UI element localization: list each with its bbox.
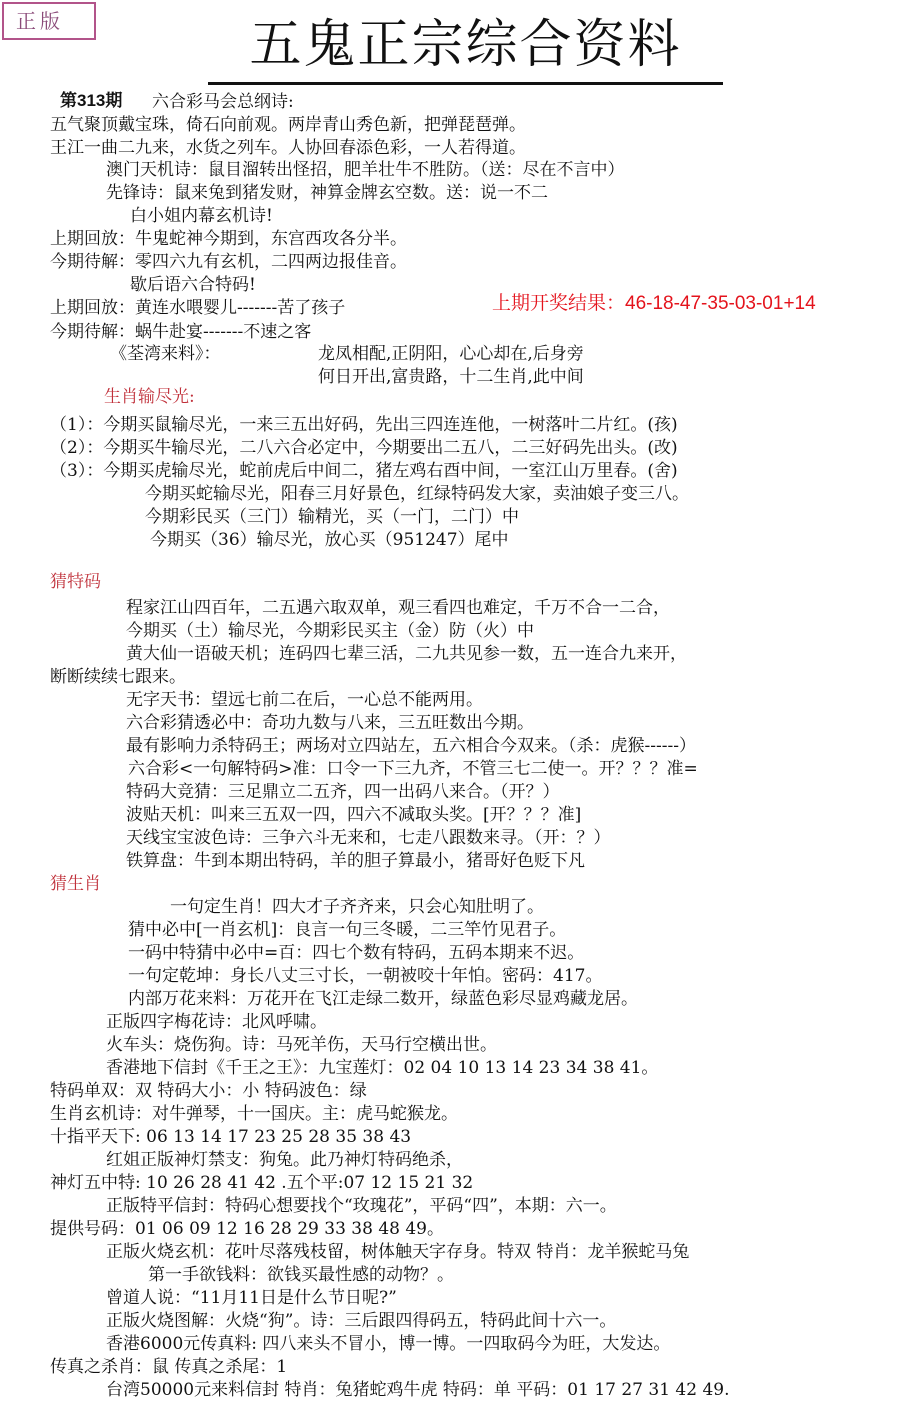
authentic-badge: 正版 [2,2,96,40]
section-heading: 生肖输尽光: [104,387,195,407]
text-line: 歇后语六合特码! [130,275,256,295]
text-line: 今期买蛇输尽光，阳春三月好景色，红绿特码发大家，卖油娘子变三八。 [145,484,689,504]
text-line: 今期买（土）输尽光，今期彩民买主（金）防（火）中 [126,621,534,641]
text-line: 香港地下信封《千王之王》：九宝莲灯：02 04 10 13 14 23 34 38 41。 [106,1058,659,1078]
text-line: 龙凤相配,正阴阳，心心却在,后身旁 [318,344,584,364]
text-line: 无字天书：望远七前二在后，一心总不能两用。 [126,690,483,710]
text-line: 上期回放：黄连水喂婴儿-------苦了孩子 [50,298,346,318]
text-line: 香港6000元传真料: 四八来头不冒小，博一博。一四取码今为旺，大发达。 [106,1334,671,1354]
section-heading: 猜生肖 [50,874,101,894]
text-line: 《荃湾来料》： [110,344,221,364]
text-line: 天线宝宝波色诗：三争六斗无来和，七走八跟数来寻。（开：？） [126,828,611,848]
text-line: 先锋诗：鼠来兔到猪发财，神算金牌玄空数。送：说一不二 [106,183,548,203]
text-line: 白小姐内幕玄机诗! [130,206,273,226]
text-line: 五气聚顶戴宝珠，倚石向前观。两岸青山秀色新，把弹琵琶弹。 [50,115,526,135]
text-line: 澳门天机诗：鼠目溜转出怪招，肥羊壮牛不胜防。（送：尽在不言中） [106,160,625,180]
text-line: 六合彩猜透必中：奇功九数与八来，三五旺数出今期。 [126,713,534,733]
text-line: 提供号码：01 06 09 12 16 28 29 33 38 48 49。 [50,1219,444,1239]
text-line: 台湾50000元来料信封 特肖：兔猪蛇鸡牛虎 特码：单 平码：01 17 27 31 42 49. [106,1380,730,1400]
text-line: 今期买（36）输尽光，放心买（951247）尾中 [150,530,509,550]
text-line: 王江一曲二九来，水货之列车。人协回春添色彩，一人若得道。 [50,138,526,158]
text-line: 正版火烧图解：火烧“狗”。诗：三后跟四得码五，特码此间十六一。 [106,1311,617,1331]
text-line: 生肖玄机诗：对牛弹琴，十一国庆。主：虎马蛇猴龙。 [50,1104,458,1124]
text-line: （1）：今期买鼠输尽光，一来三五出好码，先出三四连连他，一树落叶二片红。(孩) [50,415,678,435]
text-line: 最有影响力杀特码王；两场对立四站左，五六相合今双来。（杀：虎猴------） [126,736,696,756]
text-line: 今期待解：蜗牛赴宴-------不速之客 [50,322,312,342]
text-line: 内部万花来料：万花开在飞江走绿二数开，绿蓝色彩尽显鸡藏龙居。 [128,989,638,1009]
text-line: 一码中特猜中必中=百：四七个数有特码，五码本期来不迟。 [128,943,585,963]
section-heading: 猜特码 [50,572,101,592]
text-line: 今期彩民买（三门）输精光，买（一门，二门）中 [145,507,519,527]
text-line: 红姐正版神灯禁支：狗兔。此乃神灯特码绝杀， [106,1150,463,1170]
text-line: 波贴天机：叫来三五双一四，四六不减取头奖。[开？？？准] [126,805,582,825]
text-line: 程家江山四百年，二五遇六取双单，观三看四也难定，千万不合一二合， [126,598,670,618]
text-line: 正版四字梅花诗：北风呼啸。 [106,1012,327,1032]
text-line: 传真之杀肖：鼠 传真之杀尾：1 [50,1357,288,1377]
text-line: 特码大竞猜：三足鼎立二五齐，四一出码八来合。（开？） [126,782,560,802]
text-line: 第一手欲钱料：欲钱买最性感的动物？。 [148,1265,454,1285]
text-line: 断断续续七跟来。 [50,667,186,687]
issue-number: 第313期 [60,91,123,110]
text-line: 猜中必中[一肖玄机]：良言一句三冬暖，二三竿竹见君子。 [128,920,567,940]
text-line: 神灯五中特: 10 26 28 41 42 .五个平:07 12 15 21 32 [50,1173,474,1193]
text-line: 六合彩<一句解特码>准：口令一下三九齐，不管三七二使一。开？？？准= [128,759,698,779]
text-line: 何日开出,富贵路，十二生肖,此中间 [318,367,584,387]
text-line: 正版火烧玄机：花叶尽落残枝留，树体触天字存身。特双 特肖：龙羊猴蛇马兔 [106,1242,690,1262]
text-line: 上期回放：牛鬼蛇神今期到，东宫西攻各分半。 [50,229,407,249]
text-line: 火车头：烧伤狗。诗：马死羊伤，天马行空横出世。 [106,1035,497,1055]
text-line: 特码单双：双 特码大小：小 特码波色：绿 [50,1081,367,1101]
text-line: 六合彩马会总纲诗: [152,92,294,112]
text-line: 一句定乾坤：身长八丈三寸长，一朝被咬十年怕。密码：417。 [128,966,603,986]
text-line: 一句定生肖！四大才子齐齐来，只会心知肚明了。 [170,897,544,917]
page-title: 五鬼正宗综合资料 [208,14,723,85]
text-line: 铁算盘：牛到本期出特码，羊的胆子算最小，猪哥好色贬下凡 [126,851,585,871]
text-line: 曾道人说：“11月11日是什么节日呢?” [106,1288,397,1308]
text-line: 十指平天下: 06 13 14 17 23 25 28 35 38 43 [50,1127,412,1147]
text-line: （3）：今期买虎输尽光，蛇前虎后中间二，猪左鸡右酉中间，一室江山万里春。(舍) [50,461,678,481]
text-line: 正版特平信封：特码心想要找个“玫瑰花”，平码“四”，本期：六一。 [106,1196,617,1216]
last-draw-result: 上期开奖结果：46-18-47-35-03-01+14 [492,293,816,314]
text-line: （2）：今期买牛输尽光，二八六合必定中，今期要出二五八，二三好码先出头。(改) [50,438,678,458]
text-line: 今期待解：零四六九有玄机，二四两边报佳音。 [50,252,407,272]
text-line: 黄大仙一语破天机；连码四七辈三活，二九共见参一数，五一连合九来开， [126,644,687,664]
